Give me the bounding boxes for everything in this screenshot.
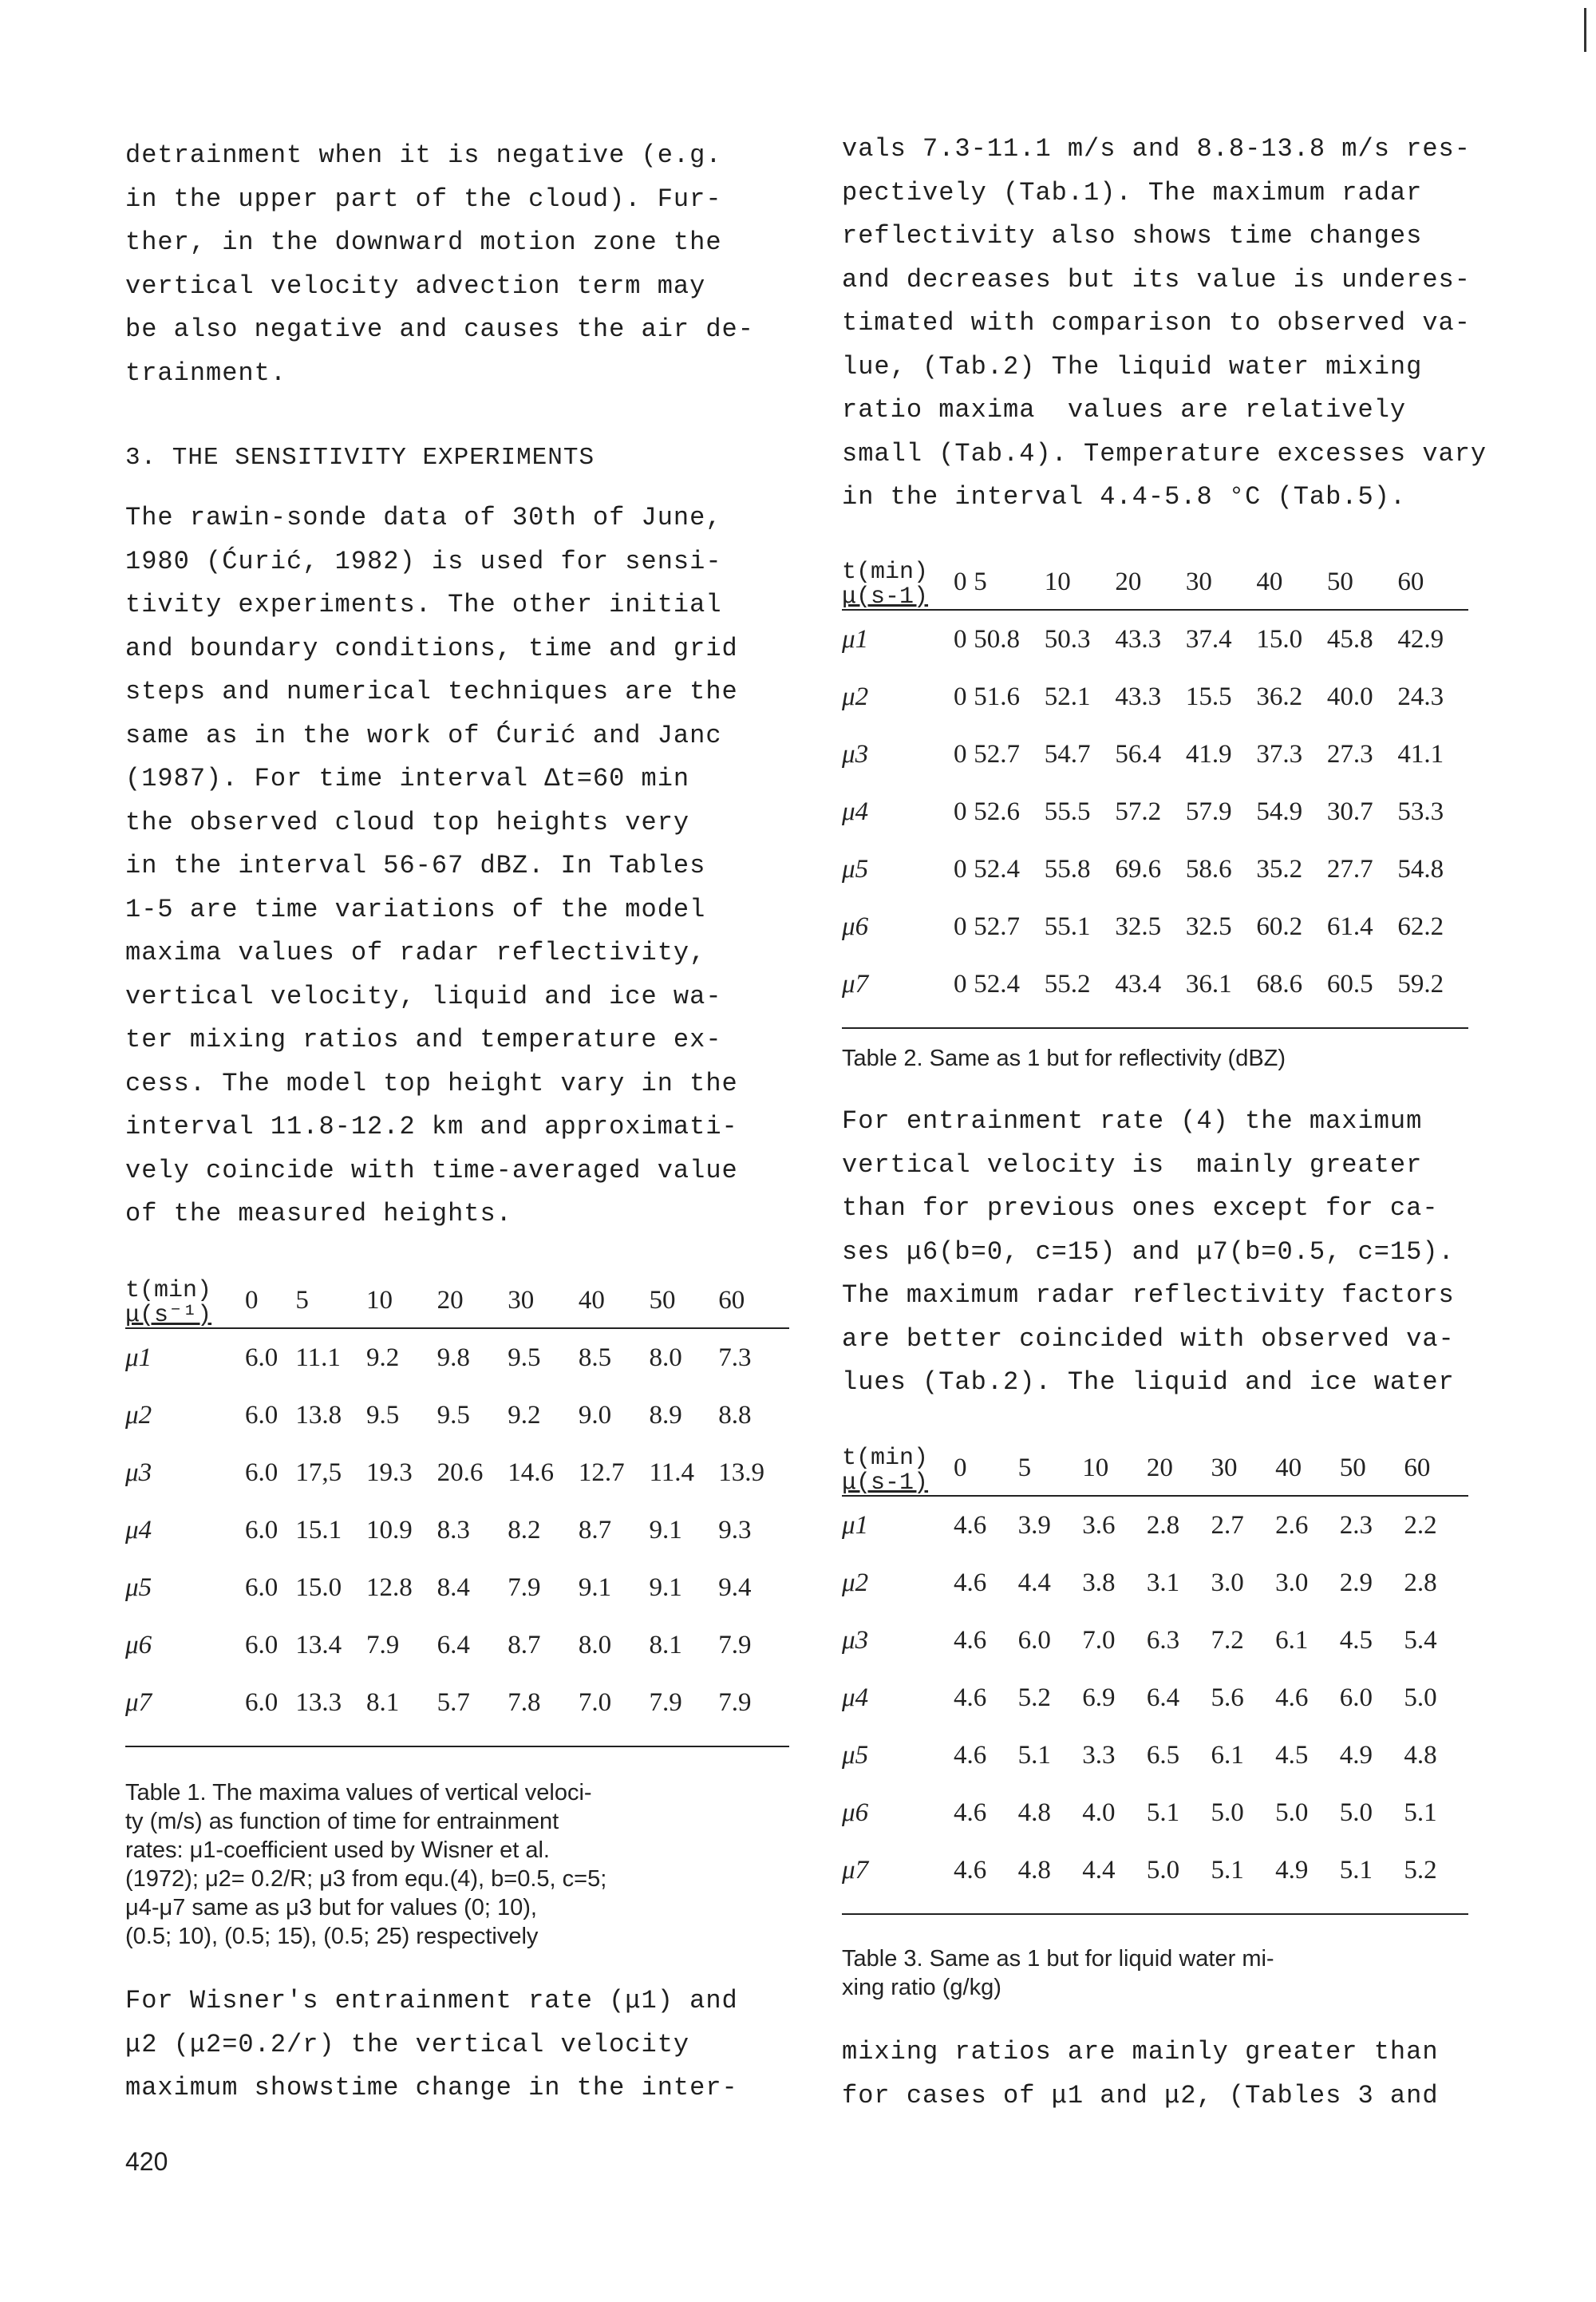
row-label: μ4 [125, 1515, 152, 1545]
table-cell: 9.2 [508, 1400, 541, 1430]
time-header: 40 [1275, 1454, 1302, 1482]
time-header: 10 [1044, 568, 1071, 596]
table-cell: 8.9 [649, 1400, 682, 1430]
row-label: μ6 [842, 912, 869, 941]
table-1 [125, 1274, 789, 1747]
table-header-row [125, 1274, 789, 1328]
table-cell: 6.0 [245, 1400, 279, 1430]
table-row [842, 955, 1468, 1013]
table-body [125, 1328, 789, 1731]
table-cell: 11.1 [295, 1343, 341, 1372]
table-header-corner [125, 1274, 245, 1328]
table-cell: 2.3 [1339, 1510, 1373, 1540]
table-cell: 43.3 [1115, 624, 1162, 654]
table-cell: 13.9 [718, 1458, 765, 1487]
table-cell: 6.4 [1146, 1683, 1180, 1712]
table-cell: 8.3 [437, 1515, 470, 1545]
table-cell: 13.4 [295, 1630, 342, 1659]
left-paragraph-1: detrainment when it is negative (e.g. in the upper part of the cloud). Fur- ther, in the downward motion zone the vertical velocity advection term may be also negative and causes the air de- trainment. [125, 140, 754, 388]
table-cell: 4.0 [1082, 1798, 1116, 1827]
table-cell: 57.9 [1185, 797, 1232, 826]
table-cell: 5.1 [1146, 1798, 1180, 1827]
table-cell: 36.1 [1185, 969, 1232, 999]
table-body [842, 610, 1468, 1013]
table-cell: 5.0 [1339, 1798, 1373, 1827]
table-cell: 6.0 [245, 1458, 279, 1487]
table-cell: 0 [954, 912, 967, 941]
row-label: μ5 [842, 854, 869, 884]
table-1-caption: Table 1. The maxima values of vertical veloci- ty (m/s) as function of time for entrainment rates: μ1-coefficient used by Wisner et al. (1972); μ2= 0.2/R; μ3 from equ.(4), b=0.5, c=5; μ4-μ7 same as μ3 but for values (0; 10), (0.5; 10), (0.5; 15), (0.5; 25) respectively [125, 1780, 607, 1949]
table-cell: 6.5 [1146, 1740, 1180, 1770]
table-cell: 62.2 [1397, 912, 1444, 941]
time-header: 5 [295, 1286, 309, 1315]
table-row [842, 1841, 1468, 1899]
table-cell: 17,5 [295, 1458, 342, 1487]
table-cell: 24.3 [1397, 682, 1444, 711]
table-2-caption: Table 2. Same as 1 but for reflectivity (dBZ) [842, 1046, 1286, 1071]
table-row [125, 1328, 789, 1386]
table-cell: 30.7 [1326, 797, 1373, 826]
table-cell: 55.8 [1044, 854, 1091, 884]
table-cell: 8.0 [649, 1343, 682, 1372]
table-cell: 0 [954, 969, 967, 999]
table-cell: 5.4 [1404, 1625, 1437, 1655]
table-cell: 32.5 [1185, 912, 1232, 941]
right-paragraph-2: For entrainment rate (4) the maximum vertical velocity is mainly greater than for previous ones except for ca- ses μ6(b=0, c=15) and μ7(b=0.5, c=15). The maximum radar reflectivity factors are better coincided with observed va- lues (Tab.2). The liquid and ice water [842, 1106, 1455, 1397]
header-time-label: t(min) [842, 1445, 929, 1472]
table-cell: 36.2 [1256, 682, 1303, 711]
row-label: μ1 [125, 1343, 152, 1372]
table-cell: 9.2 [365, 1343, 400, 1372]
table-row [842, 1554, 1468, 1612]
table-body [842, 1496, 1468, 1899]
table-cell: 4.4 [1082, 1855, 1116, 1885]
table-cell: 9.1 [578, 1572, 612, 1602]
row-label: μ6 [842, 1798, 869, 1827]
table-cell: 4.6 [954, 1740, 987, 1770]
table-cell: 2.8 [1146, 1510, 1180, 1540]
table-cell: 13.8 [295, 1400, 342, 1430]
left-paragraph-3: For Wisner's entrainment rate (μ1) and μ2 (μ2=0.2/r) the vertical velocity maximum showstime change in the inter- [125, 1986, 738, 2102]
time-header: 40 [1256, 568, 1283, 596]
header-mu-label: μ(s⁻¹) [125, 1302, 212, 1329]
table-cell: 68.6 [1256, 969, 1303, 999]
table-cell: 51.6 [974, 682, 1021, 711]
table-cell: 3.6 [1082, 1510, 1116, 1540]
table-cell: 4.6 [954, 1510, 987, 1540]
table-cell: 7.9 [508, 1572, 541, 1602]
left-paragraph-2: The rawin-sonde data of 30th of June, 1980 (Ćurić, 1982) is used for sensi- tivity experiments. The other initial and boundary conditions, time and grid steps and numerical techniques are the same as in the work of Ćurić and Janc (1987). For time interval Δt=60 min the observed cloud top heights very in the interval 56-67 dBZ. In Tables 1-5 are time variations of the model maxima values of radar reflectivity, vertical velocity, liquid and ice wa- ter mixing ratios and temperature ex- cess. The model top height vary in the interval 11.8-12.2 km and approximati- vely coincide with time-averaged value of the measured heights. [125, 503, 738, 1228]
table-cell: 5.0 [1146, 1855, 1180, 1885]
table-cell: 37.3 [1256, 739, 1303, 769]
table-cell: 5.0 [1275, 1798, 1309, 1827]
table-cell: 14.6 [508, 1458, 554, 1487]
table-2 [842, 556, 1468, 1029]
table-cell: 9.5 [437, 1400, 470, 1430]
table-cell: 53.3 [1397, 797, 1444, 826]
table-cell: 58.6 [1185, 854, 1232, 884]
table-cell: 42.9 [1397, 624, 1444, 654]
table-cell: 52.4 [974, 854, 1021, 884]
table-row [842, 726, 1468, 783]
time-header: 30 [1185, 568, 1212, 596]
row-label: μ2 [842, 1568, 869, 1597]
time-header: 20 [437, 1286, 464, 1315]
time-header: 50 [1339, 1454, 1366, 1482]
table-cell: 9.5 [365, 1400, 400, 1430]
time-header: 10 [1082, 1454, 1109, 1482]
table-cell: 5.7 [437, 1687, 470, 1717]
table-cell: 54.7 [1044, 739, 1091, 769]
table-cell: 8.8 [718, 1400, 752, 1430]
table-cell: 4.5 [1339, 1625, 1373, 1655]
table-cell: 15.0 [1256, 624, 1303, 654]
table-row [842, 668, 1468, 726]
table-cell: 5.1 [1339, 1855, 1373, 1885]
row-label: μ3 [842, 739, 869, 769]
table-cell: 8.4 [437, 1572, 470, 1602]
time-header: 30 [1211, 1454, 1238, 1482]
table-cell: 4.9 [1339, 1740, 1373, 1770]
row-label: μ4 [842, 1683, 869, 1712]
table-cell: 7.9 [365, 1630, 400, 1659]
table-cell: 5.0 [1404, 1683, 1437, 1712]
time-header: 60 [1404, 1454, 1431, 1482]
table-cell: 5.2 [1017, 1683, 1051, 1712]
table-cell: 15.0 [295, 1572, 342, 1602]
table-cell: 6.0 [245, 1687, 279, 1717]
table-cell: 11.4 [649, 1458, 695, 1487]
table-cell: 7.3 [718, 1343, 752, 1372]
table-row [842, 1726, 1468, 1784]
time-header: 0 [245, 1286, 259, 1315]
row-label: μ1 [842, 624, 869, 654]
row-label: μ6 [125, 1630, 152, 1659]
table-cell: 19.3 [365, 1458, 413, 1487]
table-cell: 52.1 [1044, 682, 1091, 711]
table-cell: 6.0 [245, 1572, 279, 1602]
table-cell: 0 [954, 624, 967, 654]
table-cell: 27.7 [1326, 854, 1373, 884]
table-cell: 59.2 [1397, 969, 1444, 999]
table-cell: 52.6 [974, 797, 1021, 826]
table-cell: 0 [954, 682, 967, 711]
table-header-corner [842, 556, 954, 610]
table-cell: 9.1 [649, 1572, 682, 1602]
table-cell: 3.0 [1275, 1568, 1309, 1597]
table-cell: 3.8 [1082, 1568, 1116, 1597]
table-cell: 55.1 [1044, 912, 1091, 941]
table-cell: 7.9 [649, 1687, 682, 1717]
table-cell: 8.2 [508, 1515, 541, 1545]
table-cell: 52.4 [974, 969, 1021, 999]
table-cell: 55.5 [1044, 797, 1091, 826]
table-cell: 5.2 [1404, 1855, 1437, 1885]
table-cell: 8.1 [365, 1687, 400, 1717]
table-cell: 6.4 [437, 1630, 470, 1659]
table-cell: 4.6 [954, 1798, 987, 1827]
row-label: μ7 [842, 1855, 869, 1885]
table-cell: 2.9 [1339, 1568, 1373, 1597]
table-cell: 9.1 [649, 1515, 682, 1545]
table-cell: 37.4 [1185, 624, 1232, 654]
table-row [125, 1674, 789, 1731]
table-cell: 0 [954, 797, 967, 826]
table-header-row [842, 556, 1468, 610]
table-cell: 5.0 [1211, 1798, 1244, 1827]
time-header: 60 [1397, 568, 1424, 596]
table-cell: 54.9 [1256, 797, 1303, 826]
table-cell: 4.6 [954, 1625, 987, 1655]
table-cell: 9.8 [437, 1343, 470, 1372]
row-label: μ2 [842, 682, 869, 711]
table-cell: 61.4 [1326, 912, 1373, 941]
row-label: μ5 [125, 1572, 152, 1602]
time-header: 0 [954, 568, 967, 596]
table-cell: 7.8 [508, 1687, 541, 1717]
header-time-label: t(min) [842, 559, 929, 586]
table-cell: 3.1 [1146, 1568, 1180, 1597]
table-cell: 5.6 [1211, 1683, 1244, 1712]
row-label: μ7 [125, 1687, 152, 1717]
table-cell: 4.5 [1275, 1740, 1309, 1770]
table-cell: 54.8 [1397, 854, 1444, 884]
table-cell: 6.1 [1211, 1740, 1244, 1770]
table-cell: 8.7 [578, 1515, 612, 1545]
table-cell: 8.5 [578, 1343, 612, 1372]
table-cell: 4.4 [1017, 1568, 1051, 1597]
table-cell: 2.8 [1404, 1568, 1437, 1597]
table-cell: 7.0 [1082, 1625, 1116, 1655]
table-cell: 43.3 [1115, 682, 1162, 711]
table-row [125, 1501, 789, 1559]
table-cell: 4.9 [1275, 1855, 1309, 1885]
time-header: 50 [1326, 568, 1353, 596]
table-cell: 52.7 [974, 912, 1021, 941]
table-row [125, 1444, 789, 1501]
table-cell: 13.3 [295, 1687, 342, 1717]
table-cell: 15.5 [1185, 682, 1232, 711]
table-cell: 8.1 [649, 1630, 682, 1659]
time-header: 40 [578, 1286, 605, 1315]
table-cell: 2.7 [1211, 1510, 1244, 1540]
table-cell: 6.0 [245, 1343, 279, 1372]
header-time-label: t(min) [125, 1277, 212, 1304]
table-cell: 6.0 [245, 1630, 279, 1659]
table-cell: 4.6 [954, 1568, 987, 1597]
table-cell: 5.1 [1017, 1740, 1051, 1770]
table-row [842, 1669, 1468, 1726]
row-label: μ2 [125, 1400, 152, 1430]
row-label: μ3 [842, 1625, 869, 1655]
table-row [842, 1612, 1468, 1669]
time-header: 10 [365, 1286, 393, 1315]
table-cell: 8.0 [578, 1630, 612, 1659]
table-cell: 9.4 [718, 1572, 752, 1602]
table-cell: 32.5 [1115, 912, 1162, 941]
table-cell: 12.7 [578, 1458, 625, 1487]
table-cell: 41.1 [1397, 739, 1444, 769]
table-row [125, 1616, 789, 1674]
right-paragraph-3: mixing ratios are mainly greater than for cases of μ1 and μ2, (Tables 3 and [842, 2037, 1439, 2110]
table-cell: 2.6 [1275, 1510, 1309, 1540]
table-cell: 4.8 [1017, 1855, 1051, 1885]
table-cell: 4.6 [954, 1683, 987, 1712]
table-cell: 57.2 [1115, 797, 1162, 826]
table-cell: 43.4 [1115, 969, 1162, 999]
table-cell: 7.2 [1211, 1625, 1244, 1655]
row-label: μ7 [842, 969, 869, 999]
time-header: 0 [954, 1454, 967, 1482]
table-3 [842, 1442, 1468, 1915]
table-cell: 35.2 [1256, 854, 1303, 884]
time-header: 60 [718, 1286, 745, 1315]
table-cell: 0 [954, 854, 967, 884]
table-row [842, 1784, 1468, 1841]
scan-edge-mark [1584, 8, 1586, 52]
table-cell: 7.9 [718, 1630, 752, 1659]
section-heading: 3. THE SENSITIVITY EXPERIMENTS [125, 444, 595, 472]
table-cell: 41.9 [1185, 739, 1232, 769]
table-header-corner [842, 1442, 954, 1496]
table-cell: 2.2 [1404, 1510, 1437, 1540]
row-label: μ4 [842, 797, 869, 826]
time-header: 20 [1146, 1454, 1173, 1482]
table-cell: 40.0 [1326, 682, 1373, 711]
row-label: μ3 [125, 1458, 152, 1487]
table-cell: 5.1 [1404, 1798, 1437, 1827]
time-header: 5 [974, 568, 987, 596]
time-header: 20 [1115, 568, 1142, 596]
table-cell: 4.8 [1404, 1740, 1437, 1770]
table-row [842, 783, 1468, 841]
table-cell: 56.4 [1115, 739, 1162, 769]
table-cell: 27.3 [1326, 739, 1373, 769]
table-cell: 9.3 [718, 1515, 752, 1545]
table-cell: 69.6 [1115, 854, 1162, 884]
table-row [842, 1496, 1468, 1554]
table-cell: 3.0 [1211, 1568, 1244, 1597]
table-cell: 50.3 [1044, 624, 1091, 654]
time-header: 50 [649, 1286, 676, 1315]
table-cell: 55.2 [1044, 969, 1091, 999]
table-cell: 8.7 [508, 1630, 541, 1659]
table-cell: 7.9 [718, 1687, 752, 1717]
row-label: μ1 [842, 1510, 869, 1540]
table-cell: 4.6 [954, 1855, 987, 1885]
table-cell: 52.7 [974, 739, 1021, 769]
table-cell: 6.3 [1146, 1625, 1180, 1655]
table-cell: 60.2 [1256, 912, 1303, 941]
table-cell: 60.5 [1326, 969, 1373, 999]
table-row [125, 1559, 789, 1616]
table-cell: 10.9 [365, 1515, 413, 1545]
table-cell: 7.0 [578, 1687, 612, 1717]
table-row [842, 841, 1468, 898]
time-header: 5 [1017, 1454, 1032, 1482]
table-cell: 6.0 [1339, 1683, 1373, 1712]
table-cell: 15.1 [295, 1515, 342, 1545]
table-cell: 9.0 [578, 1400, 612, 1430]
table-cell: 45.8 [1326, 624, 1373, 654]
table-cell: 0 [954, 739, 967, 769]
right-paragraph-1: vals 7.3-11.1 m/s and 8.8-13.8 m/s res- pectively (Tab.1). The maximum radar reflectivity also shows time changes and decreases but its value is underes- timated with comparison to observed va- lue, (Tab.2) The liquid water mixing ratio maxima values are relatively small (Tab.4). Temperature excesses vary in the interval 4.4-5.8 °C (Tab.5). [842, 134, 1487, 512]
table-cell: 6.0 [1017, 1625, 1051, 1655]
table-cell: 4.6 [1275, 1683, 1309, 1712]
table-cell: 5.1 [1211, 1855, 1244, 1885]
header-mu-label: μ(s-1) [842, 583, 929, 611]
table-cell: 3.9 [1017, 1510, 1051, 1540]
table-header-row [842, 1442, 1468, 1496]
table-cell: 50.8 [974, 624, 1021, 654]
table-cell: 3.3 [1082, 1740, 1116, 1770]
header-mu-label: μ(s-1) [842, 1469, 929, 1497]
table-cell: 9.5 [508, 1343, 541, 1372]
table-cell: 12.8 [365, 1572, 413, 1602]
table-cell: 20.6 [437, 1458, 484, 1487]
time-header: 30 [508, 1286, 535, 1315]
table-cell: 6.9 [1082, 1683, 1116, 1712]
row-label: μ5 [842, 1740, 869, 1770]
table-cell: 6.1 [1275, 1625, 1309, 1655]
table-cell: 4.8 [1017, 1798, 1051, 1827]
table-row [842, 610, 1468, 668]
table-row [125, 1386, 789, 1444]
page-number: 420 [125, 2147, 168, 2176]
table-3-caption: Table 3. Same as 1 but for liquid water mi- xing ratio (g/kg) [842, 1946, 1274, 2000]
table-cell: 6.0 [245, 1515, 279, 1545]
table-row [842, 898, 1468, 955]
